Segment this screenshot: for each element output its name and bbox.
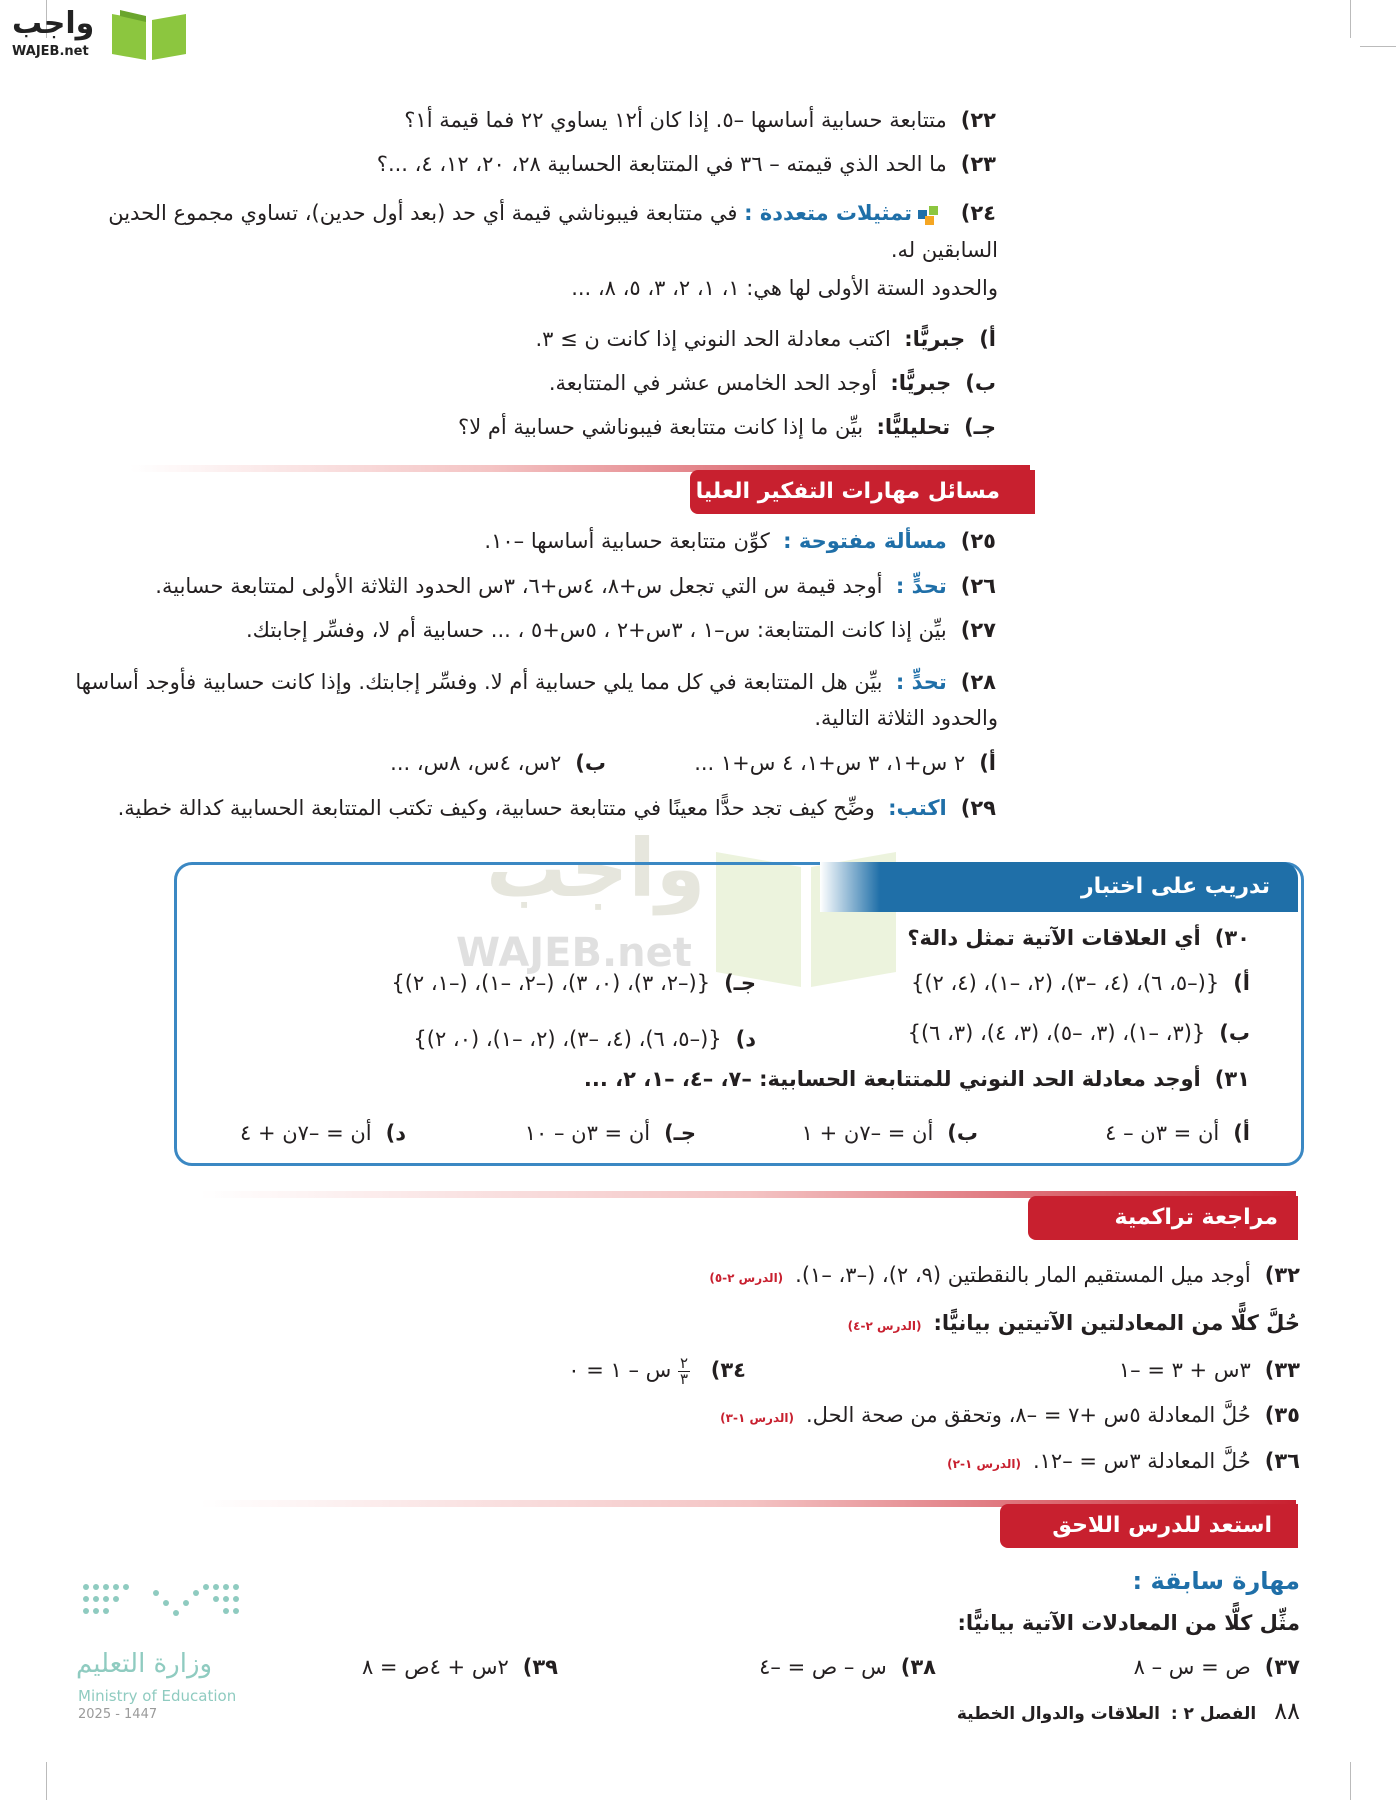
problem-text: بيِّن إذا كانت المتتابعة: س–١ ، ٣س+٢ ، ٥س+٥ ، ... حسابية أم لا، وفسِّر إجابتك. <box>246 618 947 642</box>
lesson-reference: (الدرس ٢-٥) <box>709 1271 784 1285</box>
option-text: {(٣، –١)، (٣، –٥)، (٣، ٤)، (٣، ٦)} <box>907 1021 1206 1045</box>
problem-number: ٣٣) <box>1264 1358 1300 1382</box>
instruction-text: مثِّل كلًّا من المعادلات الآتية بيانيًّا: <box>957 1611 1300 1635</box>
problem-22 <box>404 105 996 135</box>
prior-skill-label: مهارة سابقة : <box>1132 1567 1300 1595</box>
option-text: ٢ س+١، ٣ س+١، ٤ س+١ ... <box>694 751 966 775</box>
problem-text-cont: السابقين له. <box>890 238 998 262</box>
option-letter: أ) <box>1233 971 1250 995</box>
problem-text: س – ص = –٤ <box>759 1655 887 1679</box>
problem-number: ٣٧) <box>1264 1655 1300 1679</box>
problem-text: ٣س + ٣ = –١ <box>1118 1358 1251 1382</box>
heading-text: حُلَّ كلًّا من المعادلتين الآتيتين بيانيًّا: <box>933 1311 1300 1335</box>
problem-24c <box>458 412 996 442</box>
problem-number: ٣٠) <box>1214 926 1250 950</box>
watermark-arabic: واجب <box>486 822 706 915</box>
problem-number: ٢٢) <box>960 108 996 132</box>
crop-mark <box>46 1762 47 1800</box>
problem-30 <box>907 923 1250 953</box>
option-letter: د) <box>735 1027 756 1051</box>
problem-text: حُلَّ المعادلة ٣س = –١٢. <box>1032 1449 1251 1473</box>
problem-label: تمثيلات متعددة : <box>744 201 913 225</box>
ministry-logo <box>72 1575 252 1725</box>
option-text: أن = ٣ن – ١٠ <box>524 1121 651 1145</box>
prior-skill <box>1133 1566 1300 1596</box>
option-letter: أ) <box>1233 1121 1250 1145</box>
problem-text-cont: والحدود الثلاثة التالية. <box>814 706 998 730</box>
option-letter: أ) <box>979 751 996 775</box>
problem-label: اكتب: <box>888 796 947 820</box>
ministry-year: 2025 - 1447 <box>78 1707 158 1722</box>
problem-text: متتابعة حسابية أساسها –٥. إذا كان أ١٢ يساوي ٢٢ فما قيمة أ١؟ <box>404 108 947 132</box>
problem-text: وضِّح كيف تجد حدًّا معينًا في متتابعة حسابية، وكيف تكتب المتتابعة الحسابية كدالة خطية. <box>117 796 875 820</box>
problem-text-cont: والحدود الستة الأولى لها هي: ١، ١، ٢، ٣، ٥، ٨، ... <box>571 276 998 300</box>
crop-mark <box>1360 46 1396 47</box>
problem-number: ٢٨) <box>960 670 996 694</box>
option-text: أن = ٣ن – ٤ <box>1105 1121 1220 1145</box>
problem-text: ٢س + ٤ص = ٨ <box>361 1655 509 1679</box>
problem-number: ٣٦) <box>1264 1449 1300 1473</box>
problem-number: أ) <box>979 327 996 351</box>
option-letter: ب) <box>947 1121 978 1145</box>
wajeb-logo <box>8 4 190 64</box>
option-text: أن = –٧ن + ١ <box>801 1121 934 1145</box>
problem-number: ٢٦) <box>960 574 996 598</box>
option-letter: د) <box>385 1121 406 1145</box>
chapter-title: العلاقات والدوال الخطية <box>956 1704 1160 1724</box>
problem-text: أي العلاقات الآتية تمثل دالة؟ <box>907 926 1201 950</box>
problem-23 <box>377 149 996 179</box>
problem-number: ٢٩) <box>960 796 996 820</box>
next-title: استعد للدرس اللاحق <box>1052 1513 1272 1538</box>
test-title: تدريب على اختبار <box>1080 874 1270 899</box>
option-letter: ب) <box>1219 1021 1250 1045</box>
option-31c <box>525 1118 696 1148</box>
problem-24a <box>535 324 996 354</box>
problem-number: جـ) <box>964 415 996 439</box>
multiple-representations-icon <box>918 204 940 224</box>
problem-31 <box>584 1064 1250 1094</box>
solve-heading <box>848 1308 1300 1341</box>
problem-35 <box>720 1400 1300 1433</box>
option-30b <box>908 1018 1250 1048</box>
problem-label: مسألة مفتوحة : <box>783 529 947 553</box>
problem-number: ٢٣) <box>960 152 996 176</box>
problem-text: أوجد معادلة الحد النوني للمتتابعة الحسابية: –٧، –٤، –١، ٢، ... <box>583 1067 1201 1091</box>
option-text: أن = –٧ن + ٤ <box>239 1121 372 1145</box>
problem-number: ٣٢) <box>1264 1263 1300 1287</box>
problem-27 <box>246 615 996 645</box>
option-text: ٢س، ٤س، ٨س، ... <box>390 751 562 775</box>
problem-28 <box>75 667 996 697</box>
problem-label: جبريًّا: <box>904 327 966 351</box>
problem-34 <box>568 1355 746 1387</box>
problem-26 <box>155 571 996 601</box>
problem-24 <box>108 198 996 228</box>
problem-28b <box>390 748 606 778</box>
problem-number: ٣٩) <box>522 1655 558 1679</box>
option-letter: ب) <box>575 751 606 775</box>
problem-number: ٣٤) <box>710 1358 746 1382</box>
problem-number: ب) <box>965 371 996 395</box>
problem-text: بيِّن ما إذا كانت متتابعة فيبوناشي حسابية أم لا؟ <box>458 415 864 439</box>
problem-label: تحليليًّا: <box>876 415 951 439</box>
ministry-english: Ministry of Education <box>78 1687 237 1705</box>
problem-25 <box>484 526 996 556</box>
problem-text: ص = س – ٨ <box>1133 1655 1251 1679</box>
problem-text: في متتابعة فيبوناشي قيمة أي حد (بعد أول حدين)، تساوي مجموع الحدين <box>108 201 738 225</box>
option-letter: جـ) <box>664 1121 696 1145</box>
problem-text: أوجد الحد الخامس عشر في المتتابعة. <box>548 371 877 395</box>
problem-36 <box>947 1446 1300 1479</box>
option-30d <box>413 1024 756 1054</box>
problem-number: ٣٨) <box>900 1655 936 1679</box>
problem-text: بيِّن هل المتتابعة في كل مما يلي حسابية أم لا. وفسِّر إجابتك. وإذا كانت حسابية فأوجد أساسها <box>75 670 883 694</box>
page-footer <box>957 1696 1300 1729</box>
fraction <box>678 1353 690 1388</box>
book-icon <box>108 6 190 62</box>
graph-instruction <box>958 1608 1300 1638</box>
problem-number: ٢٧) <box>960 618 996 642</box>
option-letter: جـ) <box>724 971 756 995</box>
page-number: ٨٨ <box>1274 1697 1300 1725</box>
option-text: {(–٢، ٣)، (٠، ٣)، (–٢، –١)، (–١، ٢)} <box>391 971 711 995</box>
problem-text: أوجد ميل المستقيم المار بالنقطتين (٩، ٢)، (–٣، –١). <box>795 1263 1251 1287</box>
problem-text: أوجد قيمة س التي تجعل س+٨، ٤س+٦، ٣س الحدود الثلاثة الأولى لمتتابعة حسابية. <box>155 574 883 598</box>
logo-latin: WAJEB.net <box>12 44 89 59</box>
problem-38 <box>759 1652 936 1682</box>
problem-label: تحدٍّ : <box>895 574 947 598</box>
fraction-numerator: ٢ <box>680 1353 689 1372</box>
problem-39 <box>362 1652 558 1682</box>
option-text: {(–٥، ٦)، (٤، –٣)، (٢، –١)، (٠، ٢)} <box>413 1027 722 1051</box>
problem-37 <box>1134 1652 1300 1682</box>
lesson-reference: (الدرس ١-٢) <box>947 1457 1021 1471</box>
problem-24b <box>549 368 996 398</box>
problem-number: ٣٥) <box>1264 1403 1300 1427</box>
option-31a <box>1105 1118 1250 1148</box>
lesson-reference: (الدرس ١-٣) <box>720 1411 794 1425</box>
fraction-denominator: ٣ <box>680 1369 689 1388</box>
chapter-label: الفصل ٢ : <box>1170 1704 1257 1724</box>
option-30a <box>911 968 1250 998</box>
problem-label: تحدٍّ : <box>895 670 947 694</box>
problem-number: ٣١) <box>1214 1067 1250 1091</box>
test-header-fade <box>820 862 880 912</box>
ministry-arabic: وزارة التعليم <box>76 1649 213 1679</box>
ministry-emblem-icon <box>76 1575 246 1635</box>
problem-label: جبريًّا: <box>890 371 952 395</box>
problem-text: كوِّن متتابعة حسابية أساسها –١٠. <box>484 529 770 553</box>
problem-text: حُلَّ المعادلة ٥س +٧ = –٨، وتحقق من صحة الحل. <box>805 1403 1251 1427</box>
option-31d <box>240 1118 406 1148</box>
crop-mark <box>1350 0 1351 38</box>
problem-number: ٢٥) <box>960 529 996 553</box>
watermark-latin: WAJEB.net <box>456 930 692 976</box>
hots-title: مسائل مهارات التفكير العليا <box>695 479 1000 504</box>
problem-28a <box>694 748 996 778</box>
crop-mark <box>1350 1762 1351 1800</box>
option-31b <box>802 1118 978 1148</box>
problem-29 <box>118 793 996 823</box>
problem-33 <box>1119 1355 1300 1385</box>
problem-number: ٢٤) <box>960 201 996 225</box>
problem-32 <box>709 1260 1300 1293</box>
lesson-reference: (الدرس ٢-٤) <box>847 1319 922 1333</box>
option-30c <box>391 968 756 998</box>
problem-text: س – ١ = ٠ <box>568 1358 672 1382</box>
option-text: {(–٥، ٦)، (٤، –٣)، (٢، –١)، (٤، ٢)} <box>910 971 1220 995</box>
problem-text: اكتب معادلة الحد النوني إذا كانت ن ≥ ٣. <box>535 327 891 351</box>
problem-text: ما الحد الذي قيمته – ٣٦ في المتتابعة الحسابية ٢٨، ٢٠، ١٢، ٤، ...؟ <box>376 152 947 176</box>
review-title: مراجعة تراكمية <box>1114 1205 1278 1230</box>
logo-arabic: واجب <box>12 6 95 41</box>
